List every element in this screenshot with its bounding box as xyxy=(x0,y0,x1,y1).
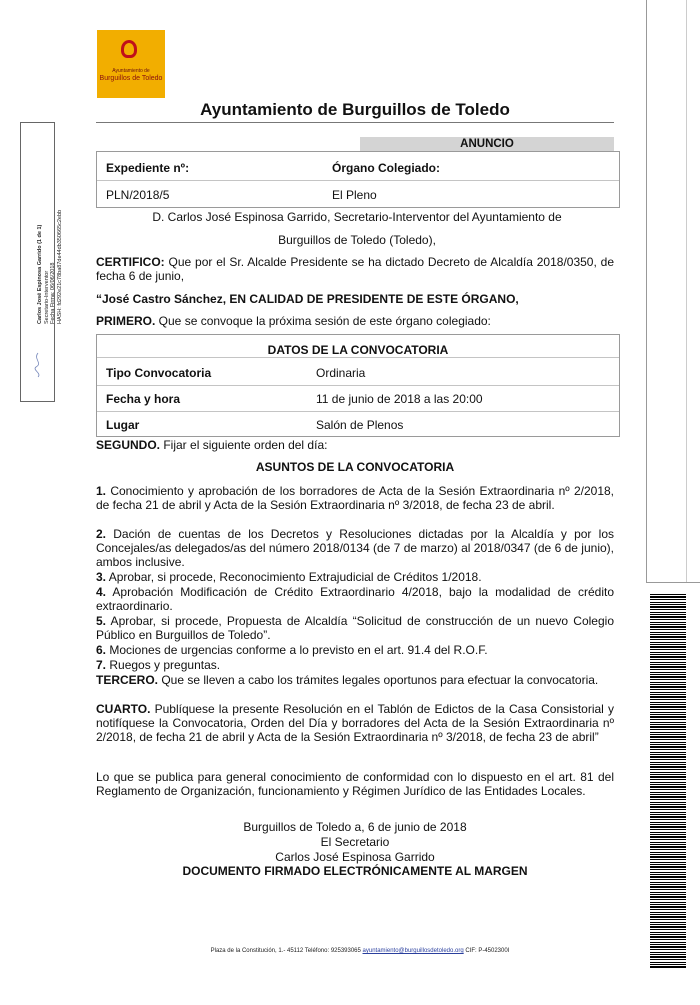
anuncio-label: ANUNCIO xyxy=(360,137,614,151)
list-item xyxy=(96,614,614,642)
primero-label: PRIMERO. xyxy=(96,314,156,328)
convocatoria-table xyxy=(96,334,620,437)
list-item xyxy=(96,643,614,657)
segundo-text: Fijar el siguiente orden del día: xyxy=(160,438,328,452)
item-text: Conocimiento y aprobación de los borradores de Acta de la Sesión Extraordinaria nº 2/2018, de fecha 21 de abril y Acta de la Sesión Extraordinaria nº 3/2018, de fecha 23 de abril. xyxy=(96,484,614,512)
municipal-logo xyxy=(97,30,165,98)
item-number: 3. xyxy=(96,570,107,584)
item-text: Aprobar, si procede, Reconocimiento Extrajudicial de Créditos 1/2018. xyxy=(106,570,482,584)
certifico-label: CERTIFICO: xyxy=(96,255,165,269)
list-item xyxy=(96,484,614,512)
table-divider xyxy=(97,411,619,412)
barcode xyxy=(650,594,686,969)
intro-line1: D. Carlos José Espinosa Garrido, Secretario-Interventor del Ayuntamiento de xyxy=(152,210,562,224)
tercero-label: TERCERO. xyxy=(96,673,159,687)
primero-text: Que se convoque la próxima sesión de este órgano colegiado: xyxy=(155,314,491,328)
footer-cif: CIF: P-4502300I xyxy=(463,948,510,954)
asuntos-title: ASUNTOS DE LA CONVOCATORIA xyxy=(255,460,455,474)
row-value-tipo: Ordinaria xyxy=(316,366,366,380)
signature-stamp xyxy=(20,122,63,402)
row-label-tipo: Tipo Convocatoria xyxy=(106,366,212,380)
president-quote: “José Castro Sánchez, EN CALIDAD DE PRESIDENTE DE ESTE ÓRGANO, xyxy=(96,292,519,306)
signer-name: Carlos José Espinosa Garrido xyxy=(275,850,435,864)
item-text: Dación de cuentas de los Decretos y Resoluciones dictadas por la Alcaldía y por los Concejales/as delegados/as del número 2018/0134 (de 7 de marzo) al 2018/0347 (de 6 de junio), ambos inclusive. xyxy=(96,527,614,569)
organo-header: Órgano Colegiado: xyxy=(332,161,440,175)
item-number: 4. xyxy=(96,585,107,599)
footer-address: Plaza de la Constitución, 1.- 45112 Teléfono: 925393065 xyxy=(210,948,363,954)
cuarto-label: CUARTO. xyxy=(96,702,151,716)
expediente-value: PLN/2018/5 xyxy=(106,188,170,202)
item-number: 6. xyxy=(96,643,107,657)
intro-line2: Burguillos de Toledo (Toledo), xyxy=(278,233,436,247)
row-value-lugar: Salón de Plenos xyxy=(316,418,404,432)
table-divider xyxy=(97,357,619,358)
logo-line2: Burguillos de Toledo xyxy=(99,75,163,82)
convocatoria-title: DATOS DE LA CONVOCATORIA xyxy=(267,343,449,357)
item-number: 7. xyxy=(96,658,107,672)
item-text: Aprobar, si procede, Propuesta de Alcaldía “Solicitud de construcción de un nuevo Colegio Público en Burguillos de Toledo”. xyxy=(96,614,614,642)
organo-value: El Pleno xyxy=(332,188,377,202)
tercero-text: Que se lleven a cabo los trámites legales oportunos para efectuar la convocatoria. xyxy=(158,673,599,687)
signed-note: DOCUMENTO FIRMADO ELECTRÓNICAMENTE AL MARGEN xyxy=(182,864,528,878)
row-value-fecha: 11 de junio de 2018 a las 20:00 xyxy=(316,392,483,406)
segundo-paragraph xyxy=(96,438,614,452)
item-number: 1. xyxy=(96,484,107,498)
expediente-table xyxy=(96,151,620,208)
logo-line1: Ayuntamiento de xyxy=(112,68,150,74)
item-number: 5. xyxy=(96,614,107,628)
stamp-signer: Carlos José Espinosa Garrido (1 de 1) xyxy=(37,224,43,324)
stamp-date: Fecha Firma: 06/06/2018 xyxy=(50,262,56,324)
page-title: Ayuntamiento de Burguillos de Toledo xyxy=(200,100,510,119)
title-divider xyxy=(96,122,614,123)
margin-frame-line xyxy=(646,582,700,583)
list-item xyxy=(96,658,614,672)
row-label-lugar: Lugar xyxy=(106,418,140,432)
primero-paragraph xyxy=(96,314,614,328)
publica-paragraph: Lo que se publica para general conocimiento de conformidad con lo dispuesto en el art. 81 del Reglamento de Organización, funcionamiento y Régimen Jurídico de las Entidades Locales. xyxy=(96,770,614,798)
certifico-text: Que por el Sr. Alcalde Presidente se ha dictado Decreto de Alcaldía 2018/0350, de fecha 6 de junio, xyxy=(96,255,614,283)
item-text: Ruegos y preguntas. xyxy=(106,658,221,672)
stamp-text xyxy=(37,210,63,324)
list-item xyxy=(96,527,614,569)
handwritten-signature xyxy=(29,351,47,379)
item-number: 2. xyxy=(96,527,107,541)
table-divider xyxy=(97,180,619,181)
list-item xyxy=(96,570,614,584)
tercero-paragraph xyxy=(96,673,614,687)
expediente-header: Expediente nº: xyxy=(106,161,190,175)
signer-role: El Secretario xyxy=(320,835,390,849)
table-divider xyxy=(97,385,619,386)
crest-icon xyxy=(121,40,137,58)
item-text: Mociones de urgencias conforme a lo previsto en el art. 91.4 del R.O.F. xyxy=(106,643,488,657)
cuarto-text: Publíquese la presente Resolución en el Tablón de Edictos de la Casa Consistorial y notifíquese la Convocatoria, Orden del Día y borradores del Acta de la Sesión Extraordinaria nº 2/2018, de fecha 21 de abril y Acta de la Sesión Extraordinaria nº 3/2018, de fecha 23 de abril” xyxy=(96,702,614,744)
item-text: Aprobación Modificación de Crédito Extraordinario 4/2018, bajo la modalidad de crédito extraordinario. xyxy=(96,585,614,613)
margin-frame-line xyxy=(686,0,687,582)
row-label-fecha: Fecha y hora xyxy=(106,392,181,406)
list-item xyxy=(96,585,614,613)
certifico-paragraph xyxy=(96,255,614,283)
footer xyxy=(120,948,600,954)
cuarto-paragraph xyxy=(96,702,614,744)
stamp-role: Secretario-Interventor xyxy=(43,270,50,324)
stamp-hash: HASH: fd292e21c78ba87de44db350665c2ebb xyxy=(56,209,63,324)
margin-frame-line xyxy=(646,0,647,582)
footer-email-link[interactable]: ayuntamiento@burguillosdetoledo.org xyxy=(362,948,464,954)
place-date: Burguillos de Toledo a, 6 de junio de 2018 xyxy=(243,820,467,834)
segundo-label: SEGUNDO. xyxy=(96,438,161,452)
